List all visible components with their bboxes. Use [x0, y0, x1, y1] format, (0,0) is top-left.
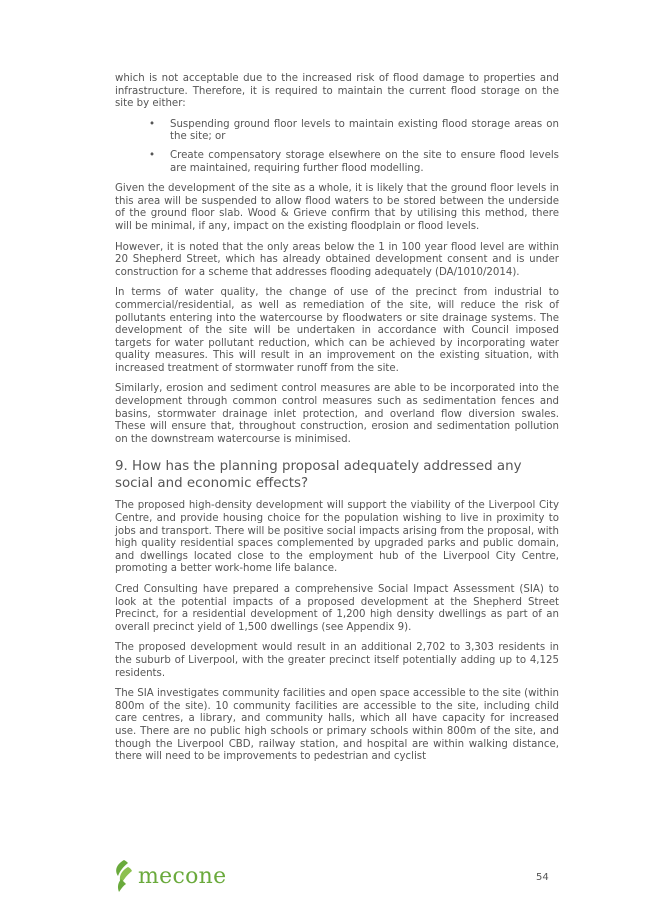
paragraph-flood-risk: which is not acceptable due to the increased risk of flood damage to properties and infrastructure. Therefore, it is required to maintain the current flood storage on the site by either: [115, 73, 559, 110]
paragraph-sia: The SIA investigates community facilities and open space accessible to the site (within 800m of the site). 10 community facilities are accessible to the site, including child care centres, a library, and community halls, which all have capacity for increased use. There are no public high schools or primary schools within 800m of the site, and though the Liverpool CBD, railway station, and hospital are within walking distance, there will need to be improvements to pedestrian and cyclist [115, 688, 559, 763]
list-item [115, 119, 559, 144]
bullet-list [115, 119, 559, 175]
bullet-marker: • [149, 118, 156, 130]
page-number: 54 [536, 872, 549, 883]
mecone-leaf-icon [111, 859, 135, 893]
document-body [115, 73, 559, 772]
list-item-text: Create compensatory storage elsewhere on the site to ensure flood levels are maintained, requiring further flood modelling. [170, 149, 559, 174]
bullet-marker: • [149, 149, 156, 161]
paragraph-erosion: Similarly, erosion and sediment control measures are able to be incorporated into the development through common control measures such as sedimentation fences and basins, stormwater drainage inlet protection, and overland flow diversion swales. These will ensure that, throughout construction, erosion and sedimentation pollution on the downstream watercourse is minimised. [115, 383, 559, 445]
paragraph-social-impacts: The proposed high-density development will support the viability of the Liverpool City Centre, and provide housing choice for the population wishing to live in proximity to jobs and transport. There will be positive social impacts arising from the proposal, with high quality residential spaces complemented by upgraded parks and public domain, and dwellings located close to the employment hub of the Liverpool City Centre, promoting a better work-home life balance. [115, 500, 559, 575]
list-item [115, 150, 559, 175]
paragraph-shepherd-street: However, it is noted that the only areas below the 1 in 100 year flood level are within 20 Shepherd Street, which has already obtained development consent and is under construction for a scheme that addresses flooding adequately (DA/1010/2014). [115, 241, 559, 278]
paragraph-suspended-floors: Given the development of the site as a whole, it is likely that the ground floor levels in this area will be suspended to allow flood waters to be stored between the underside of the ground floor slab. Wood & Grieve confirm that by utilising this method, there will be minimal, if any, impact on the existing floodplain or flood levels. [115, 183, 559, 232]
list-item-text: Suspending ground floor levels to maintain existing flood storage areas on the site; or [170, 118, 559, 143]
paragraph-water-quality: In terms of water quality, the change of use of the precinct from industrial to commercial/residential, as well as remediation of the site, will reduce the risk of pollutants entering into the watercourse by floodwaters or site drainage systems. The development of the site will be undertaken in accordance with Council imposed targets for water pollutant reduction, which can be achieved by incorporating water quality measures. This will result in an improvement on the existing situation, with increased treatment of stormwater runoff from the site. [115, 287, 559, 374]
paragraph-residents: The proposed development would result in an additional 2,702 to 3,303 residents in the suburb of Liverpool, with the greater precinct itself potentially adding up to 4,125 residents. [115, 642, 559, 679]
section-heading: 9. How has the planning proposal adequately addressed any social and economic effects? [115, 459, 522, 492]
logo-wordmark: mecone [138, 863, 227, 889]
paragraph-cred-consulting: Cred Consulting have prepared a comprehensive Social Impact Assessment (SIA) to look at the potential impacts of a proposed development at the Shepherd Street Precinct, for a residential development of 1,200 high density dwellings as part of an overall precinct yield of 1,500 dwellings (see Appendix 9). [115, 584, 559, 633]
footer-logo [111, 856, 226, 896]
